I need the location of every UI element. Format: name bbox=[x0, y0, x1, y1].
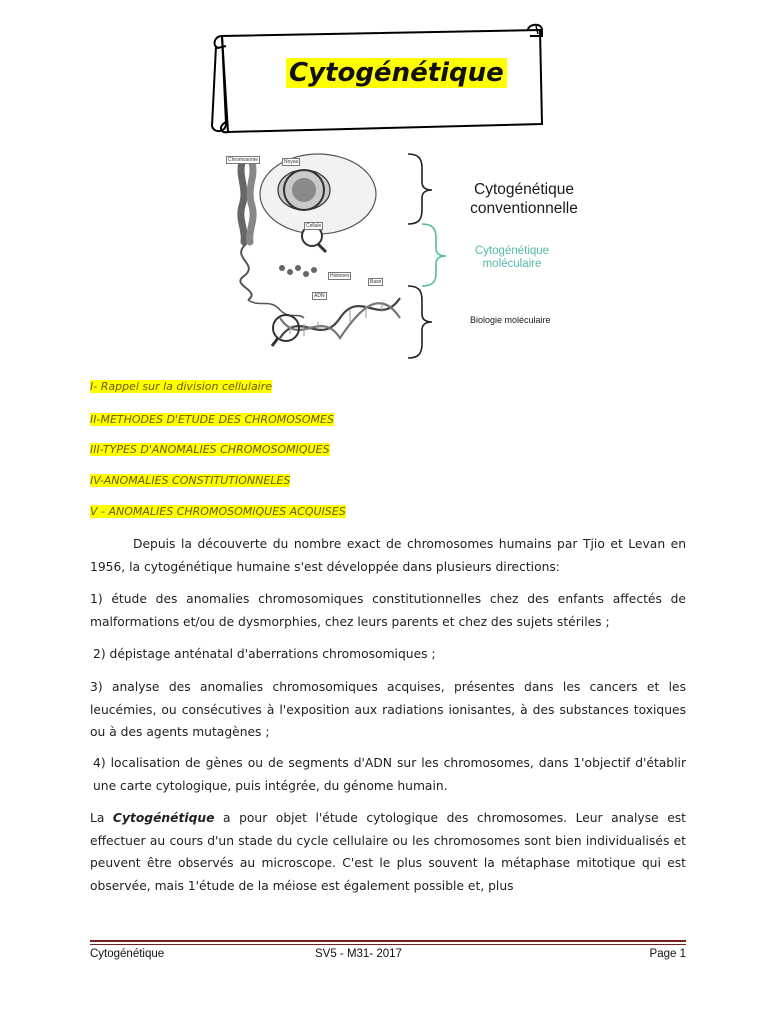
paragraph-point-1: 1) étude des anomalies chromosomiques constitutionnelles chez des enfants affectés de malformations et/ou de dysmorphies, chez leurs parents et chez des sujets stériles ; bbox=[90, 592, 686, 629]
base-tag: Base bbox=[370, 279, 382, 285]
toc-item: V - ANOMALIES CHROMOSOMIQUES ACQUISES bbox=[90, 505, 346, 518]
toc-item: III-TYPES D'ANOMALIES CHROMOSOMIQUES bbox=[90, 443, 330, 456]
title-banner bbox=[206, 22, 550, 140]
paragraph-point-3: 3) analyse des anomalies chromosomiques acquises, présentes dans les cancers et les leucémies, ou consécutives à l'exposition aux radiations ionisantes, à des substances toxiques ou à des agents mutagènes ; bbox=[90, 680, 686, 739]
paragraph-point-4: 4) localisation de gènes ou de segments d'ADN sur les chromosomes, dans 1'objectif d'établir une carte cytologique, puis intégrée, du génome humain. bbox=[93, 756, 686, 793]
paragraph-intro: Depuis la découverte du nombre exact de chromosomes humains par Tjio et Levan en 1956, la cytogénétique humaine s'est développée dans plusieurs directions: bbox=[90, 537, 686, 574]
histones-tag: Histones bbox=[330, 273, 350, 279]
toc-item: I- Rappel sur la division cellulaire bbox=[90, 380, 273, 393]
paragraph-point-2: 2) dépistage anténatal d'aberrations chromosomiques ; bbox=[93, 647, 436, 661]
molecular-label: Cytogénétique moléculaire bbox=[474, 245, 550, 270]
page-title: Cytogénétique bbox=[286, 58, 507, 88]
noyau-tag: Noyau bbox=[284, 159, 299, 165]
keyword-cytogenetique: Cytogénétique bbox=[112, 811, 215, 825]
footer-course: SV5 - M31- 2017 bbox=[315, 948, 402, 960]
footer-divider-thin bbox=[90, 944, 686, 945]
cellule-tag: Cellule bbox=[306, 223, 322, 229]
adn-tag: ADN bbox=[314, 293, 325, 299]
page-number: Page 1 bbox=[649, 948, 686, 960]
conventional-label: Cytogénétique conventionnelle bbox=[470, 181, 578, 217]
chromosome-tag: Chromosome bbox=[228, 157, 259, 163]
biology-label: Biologie moléculaire bbox=[470, 315, 551, 325]
paragraph-definition: La Cytogénétique a pour objet l'étude cytologique des chromosomes. Leur analyse est effectuer au cours d'un stade du cycle cellulaire ou les chromosomes sont bien individualisés et peuvent être observés au microscope. C'est le plus souvent la métaphase mitotique qui est observée, mais 1'étude de la méiose est également possible et, plus bbox=[90, 811, 686, 893]
toc-item: II-METHODES D'ETUDE DES CHROMOSOMES bbox=[90, 413, 334, 426]
toc-item: IV-ANOMALIES CONSTITUTIONNELES bbox=[90, 474, 291, 487]
footer-divider bbox=[90, 940, 686, 942]
footer-title: Cytogénétique bbox=[90, 948, 165, 960]
cytogenetics-figure bbox=[200, 148, 620, 366]
